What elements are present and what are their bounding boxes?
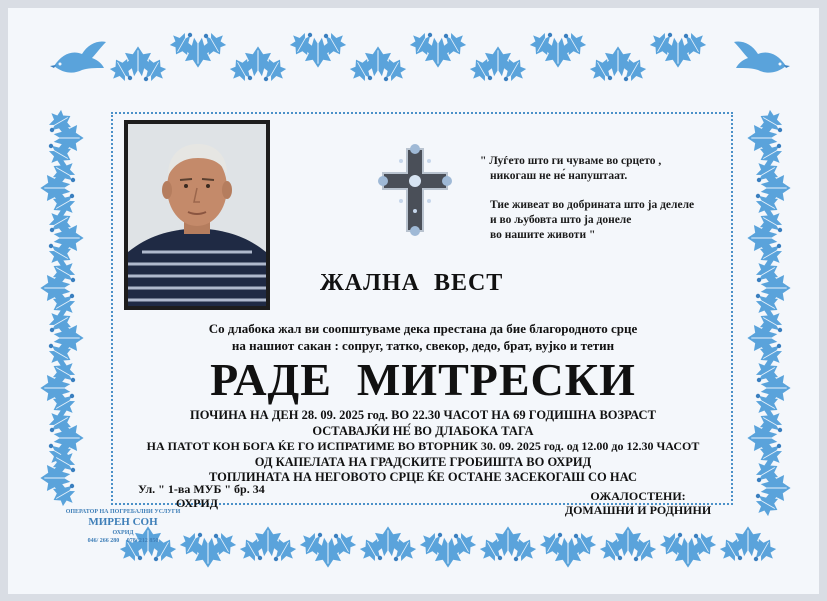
mourners-names: ДОМАШНИ И РОДНИНИ bbox=[564, 503, 712, 517]
portrait-image bbox=[128, 124, 266, 306]
detail-line: НА ПАТОТ КОН БОГА ЌЕ ГО ИСПРАТИМЕ ВО ВТОРНИК 30. 09. 2025 год. од 12.00 до 12.30 ЧАСОТ bbox=[146, 439, 700, 453]
page-title: ЖАЛНА ВЕСТ bbox=[320, 270, 504, 296]
quote-line: во нашите животи " bbox=[490, 229, 596, 241]
agency-city: ОХРИД bbox=[112, 530, 134, 536]
agency-tagline: ОПЕРАТОР НА ПОГРЕБАЛНИ УСЛУГИ bbox=[65, 509, 181, 515]
obituary-sheet bbox=[8, 8, 819, 594]
intro-line: Со длабока жал ви соопштуваме дека престана да бие благородното срце bbox=[208, 321, 638, 336]
detail-line: ПОЧИНА НА ДЕН 28. 09. 2025 год. ВО 22.30 ЧАСОТ НА 69 ГОДИШНА ВОЗРАСТ bbox=[190, 408, 656, 422]
quote-line: и во љубовта што ја донеле bbox=[490, 214, 632, 226]
dove-icon bbox=[48, 36, 110, 80]
cross-icon bbox=[375, 141, 455, 237]
address-street: Ул. " 1-ва МУБ " бр. 34 bbox=[138, 482, 265, 496]
dove-icon bbox=[730, 36, 792, 80]
detail-line: ОД КАПЕЛАТА НА ГРАДСКИТЕ ГРОБИШТА ВО ОХРИД bbox=[254, 454, 592, 469]
quote-line: Тие живеат во добрината што ја делеле bbox=[490, 199, 695, 211]
memorial-quote bbox=[480, 154, 740, 243]
agency-logo bbox=[48, 508, 198, 545]
quote-line: никогаш не не́ напуштаат. bbox=[490, 170, 628, 182]
deceased-name: РАДЕ МИТРЕСКИ bbox=[210, 354, 636, 405]
mourners-block bbox=[538, 489, 738, 517]
intro-line: на нашиот сакан : сопруг, татко, свекор, дедо, брат, вујко и тетин bbox=[231, 338, 615, 353]
detail-line: ОСТАВАЈЌИ НЕ́ ВО ДЛАБОКА ТАГА bbox=[312, 423, 534, 438]
quote-line: " Луѓето што ги чуваме во срцето , bbox=[480, 155, 662, 167]
detail-line: ТОПЛИНАТА НА НЕГОВОТО СРЦЕ ЌЕ ОСТАНЕ ЗАСЕКОГАШ СО НАС bbox=[208, 470, 638, 484]
agency-name: МИРЕН СОН bbox=[88, 516, 158, 528]
agency-phones: 046/ 266 280 078/ 212 850 bbox=[87, 538, 159, 544]
funeral-details bbox=[128, 408, 718, 486]
address-city: ОХРИД bbox=[176, 496, 218, 510]
portrait-photo bbox=[124, 120, 270, 310]
address-block bbox=[138, 482, 338, 510]
mourners-label: ОЖАЛОСТЕНИ: bbox=[590, 489, 686, 503]
intro-text bbox=[128, 320, 718, 354]
